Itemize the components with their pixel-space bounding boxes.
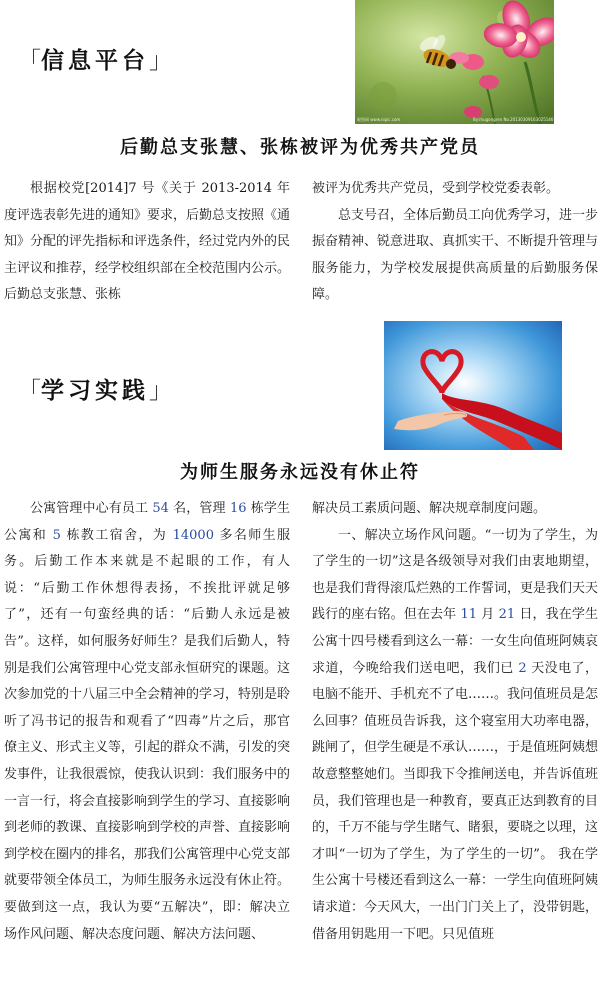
teacher-dorm-count: 5 [52, 527, 61, 543]
article2-paragraph-2 [312, 523, 598, 949]
people-served-count: 14000 [172, 527, 214, 543]
headline-serve-teachers-students: 为师生服务永远没有休止符 [180, 462, 420, 483]
bee-flower-illustration [355, 0, 554, 124]
article1-paragraph-2: 总支号召，全体后勤员工向优秀学习，进一步振奋精神、锐意进取、真抓实干、不断提升管理与服务能力，为学校发展提供高质量的后勤服务保障。 [312, 207, 599, 303]
article2-paragraph-1 [4, 496, 290, 948]
staff-count: 54 [152, 501, 169, 516]
article1-paragraph-1-cont: 被评为优秀共产党员，受到学校党委表彰。 [312, 181, 560, 196]
paragraph-text: 日，我在学生公寓十四号楼看到这么一幕：一女生向值班阿姨哀求道，今晚给我们送电吧，我们已 [312, 607, 599, 676]
article2-paragraph-1-cont: 解决员工素质问题、解决规章制度问题。 [312, 501, 547, 516]
dorm-count: 16 [229, 501, 247, 516]
paragraph-text: 公寓管理中心有员工 [30, 501, 153, 516]
section-title-info-platform [18, 42, 172, 75]
open-bracket: 「 [18, 378, 41, 404]
ribbon-heart-illustration [384, 321, 562, 450]
section-title-text: 学习实践 [41, 378, 149, 404]
close-bracket: 」 [149, 378, 172, 404]
article1-right-column [312, 176, 598, 309]
paragraph-text: 月 [477, 607, 499, 623]
article2-left-column [4, 496, 290, 948]
paragraph-text: 天没电了，电脑不能开、手机充不了电……。我问值班员是怎么回事？值班员告诉我，这个寝室用大功率电器，跳闸了，但学生硬是不承认……，于是值班阿姨想故意整整她们。当即我下令推闸送电，并告诉值班员，我们管理也是一种教育，要真正达到教育的目的，千万不能与学生睹气、睹狠，要晓之以理，这才叫“一切为了学生，为了学生的一切”。 我在学生公寓十号楼还看到这么一幕：一学生向值班阿姨请求道：今天风大，一出门门关上了，没带钥匙，借备用钥匙用一下吧。只见值班 [312, 660, 599, 942]
paragraph-text: 多名师生服务。后勤工作本来就是不起眼的工作，有人说：“后勤工作休想得表扬，不挨批评就足够了”，还有一句蛮经典的话：“后勤人永远是被告”。这样，如何服务好师生？是我们后勤人，特别是我们公寓管理中心党支部永恒研究的课题。这次参加党的十八届三中全会精神的学习，特别是聆听了冯书记的报告和观看了“四毒”片之后，那官僚主义、形式主义等，引起的群众不满，引发的突发事件，让我很震惊，使我认识到：我们服务中的一言一行，将会直接影响到学生的学习、直接影响到老师的教课、直接影响到学校的声誉、直接影响到学校在圈内的排名，那我们公寓管理中心党支部就要带领全体员工，为师生服务永远没有休止符。要做到这一点，我认为要“五解决”，即：解决立场作风问题、解决态度问题、解决方法问题、 [4, 527, 291, 942]
article1-left-column [4, 176, 290, 309]
day-number: 21 [498, 607, 516, 623]
bee-flower-photo [355, 0, 554, 124]
open-bracket: 「 [18, 48, 41, 74]
paragraph-text: 名，管理 [168, 501, 230, 516]
paragraph-text: 栋教工宿舍，为 [60, 527, 173, 543]
paragraph-text: 栋学生公寓和 [4, 501, 290, 543]
article1-paragraph-1: 根据校党[2014]7 号《关于 2013-2014 年度评选表彰先进的通知》要求，后勤总支按照《通知》分配的评先指标和评选条件，经过党内外的民主评议和推荐，经学校组织部在全校范围内公示。后勤总支张慧、张栋 [4, 181, 291, 303]
days-without-power: 2 [518, 660, 527, 676]
article2-right-column [312, 496, 598, 948]
image-id-text: By:mugongren No.20130309163025146 [473, 117, 554, 122]
image-watermark: 昵图网 www.nipic.com [357, 117, 401, 122]
headline-excellent-party-members: 后勤总支张慧、张栋被评为优秀共产党员 [120, 137, 480, 158]
ribbon-heart-hand-photo [384, 321, 562, 450]
section-title-text: 信息平台 [41, 48, 149, 74]
section-title-study-practice [18, 372, 172, 405]
paragraph-text: 一、解决立场作风问题。“一切为了学生，为了学生的一切”这是各级领导对我们由衷地期望，也是我们背得滚瓜烂熟的工作誓词，更是我们天天践行的座右铭。但在去年 [312, 527, 599, 623]
month-number: 11 [460, 607, 478, 623]
close-bracket: 」 [149, 48, 172, 74]
